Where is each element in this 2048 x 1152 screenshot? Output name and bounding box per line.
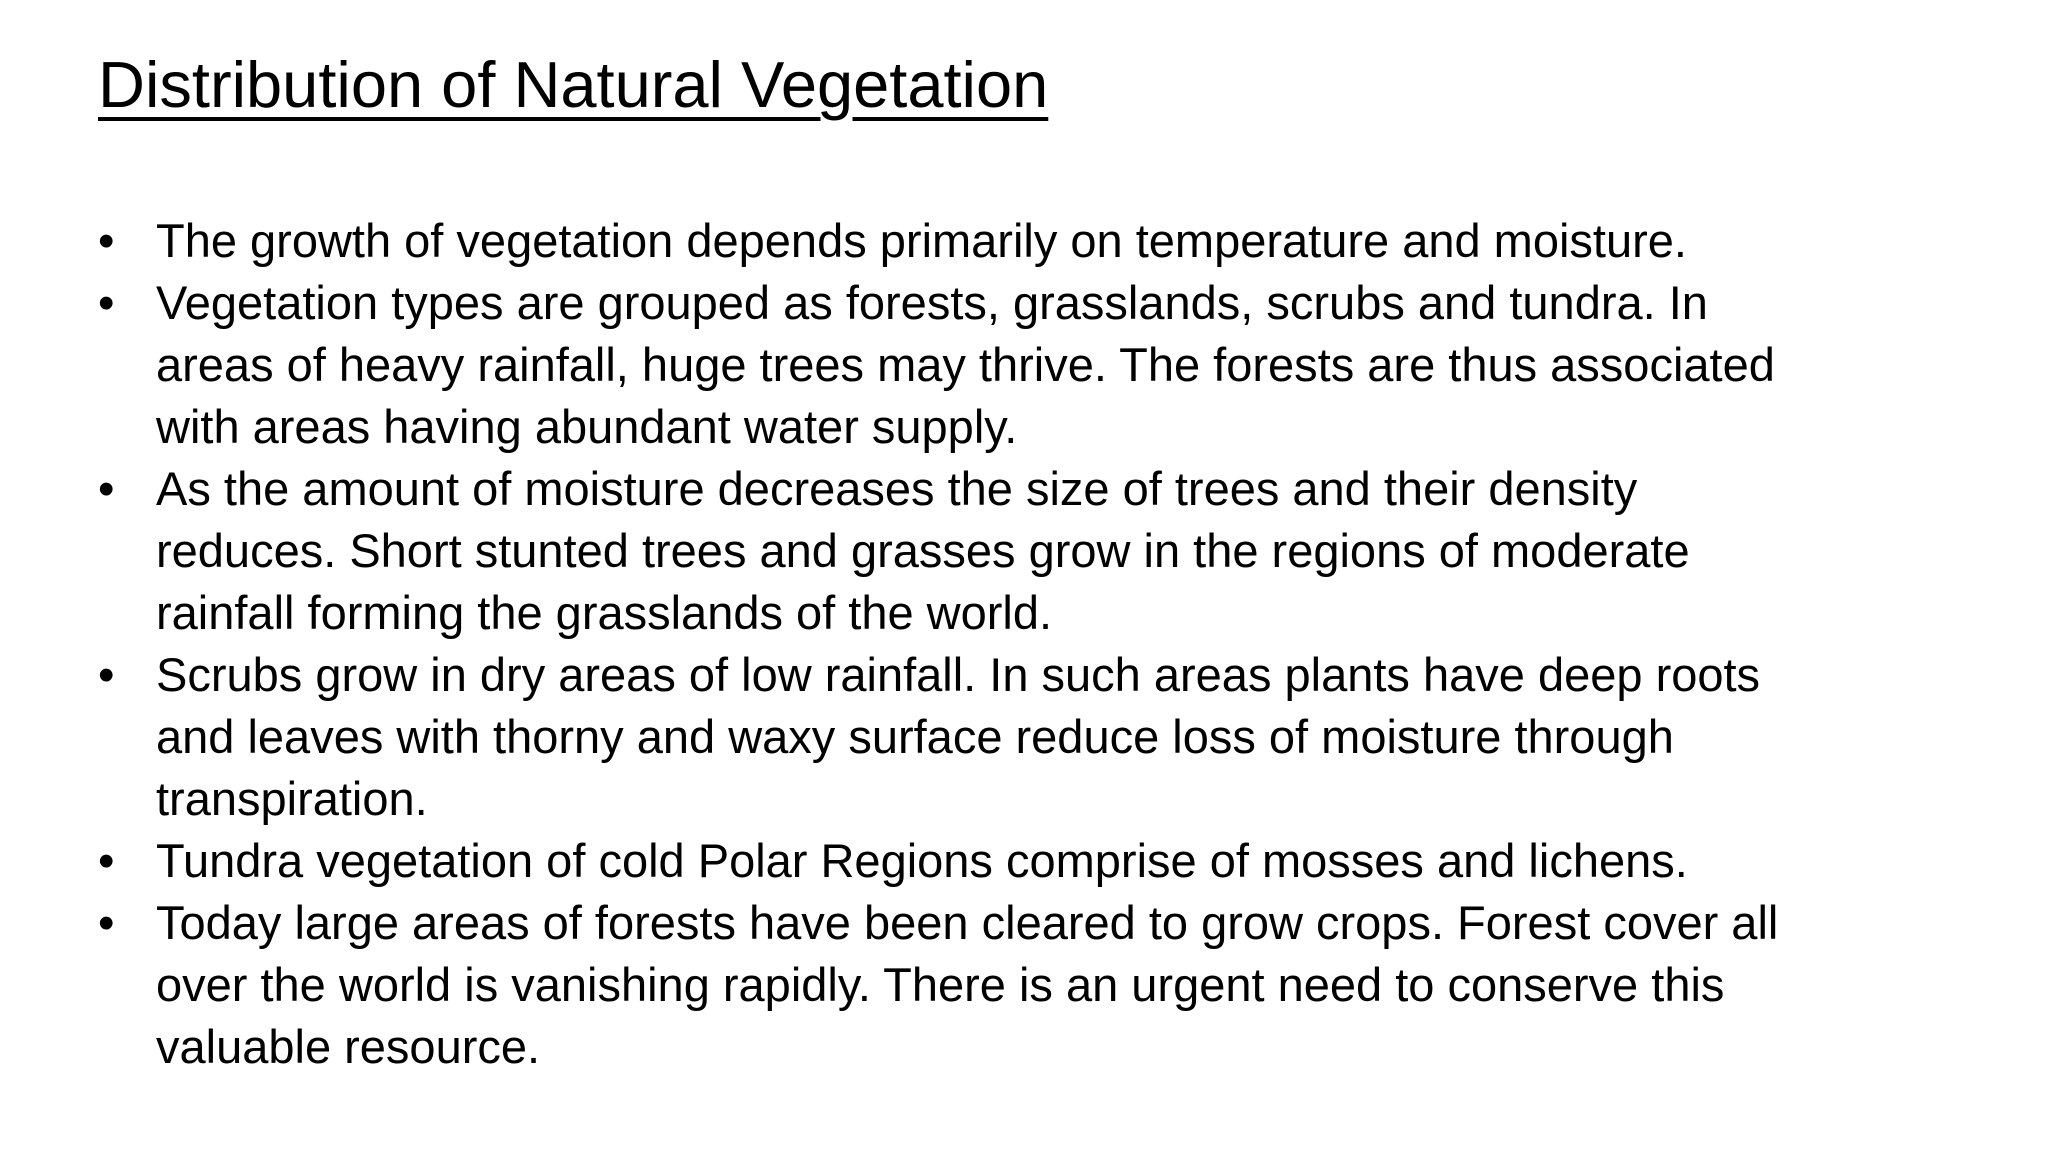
bullet-item-1 [98, 210, 1978, 272]
bullet-item-4 [98, 644, 1978, 830]
bullet-item-3 [98, 458, 1978, 644]
bullet-line: Today large areas of forests have been cleared to grow crops. Forest cover all [156, 896, 1779, 949]
bullet-item-2 [98, 272, 1978, 458]
bullet-item-6 [98, 892, 1978, 1078]
slide-title: Distribution of Natural Vegetation [98, 48, 1049, 121]
bullet-line: Tundra vegetation of cold Polar Regions comprise of mosses and lichens. [156, 834, 1688, 887]
bullet-line: over the world is vanishing rapidly. There is an urgent need to conserve this [156, 958, 1725, 1011]
bullet-line: rainfall forming the grasslands of the world. [156, 586, 1053, 639]
bullet-marker: • [98, 462, 115, 515]
bullet-marker: • [98, 896, 115, 949]
bullet-list [98, 210, 1978, 1078]
bullet-line: valuable resource. [156, 1020, 541, 1073]
bullet-marker: • [98, 214, 115, 267]
bullet-marker: • [98, 648, 115, 701]
bullet-marker: • [98, 276, 115, 329]
bullet-line: with areas having abundant water supply. [156, 400, 1018, 453]
bullet-item-5 [98, 830, 1978, 892]
bullet-line: transpiration. [156, 772, 428, 825]
bullet-line: The growth of vegetation depends primarily on temperature and moisture. [156, 214, 1687, 267]
bullet-line: and leaves with thorny and waxy surface reduce loss of moisture through [156, 710, 1674, 763]
bullet-line: Scrubs grow in dry areas of low rainfall. In such areas plants have deep roots [156, 648, 1761, 701]
bullet-line: Vegetation types are grouped as forests, grasslands, scrubs and tundra. In [156, 276, 1708, 329]
bullet-line: As the amount of moisture decreases the size of trees and their density [156, 462, 1638, 515]
bullet-marker: • [98, 834, 115, 887]
bullet-line: areas of heavy rainfall, huge trees may thrive. The forests are thus associated [156, 338, 1775, 391]
bullet-line: reduces. Short stunted trees and grasses grow in the regions of moderate [156, 524, 1690, 577]
